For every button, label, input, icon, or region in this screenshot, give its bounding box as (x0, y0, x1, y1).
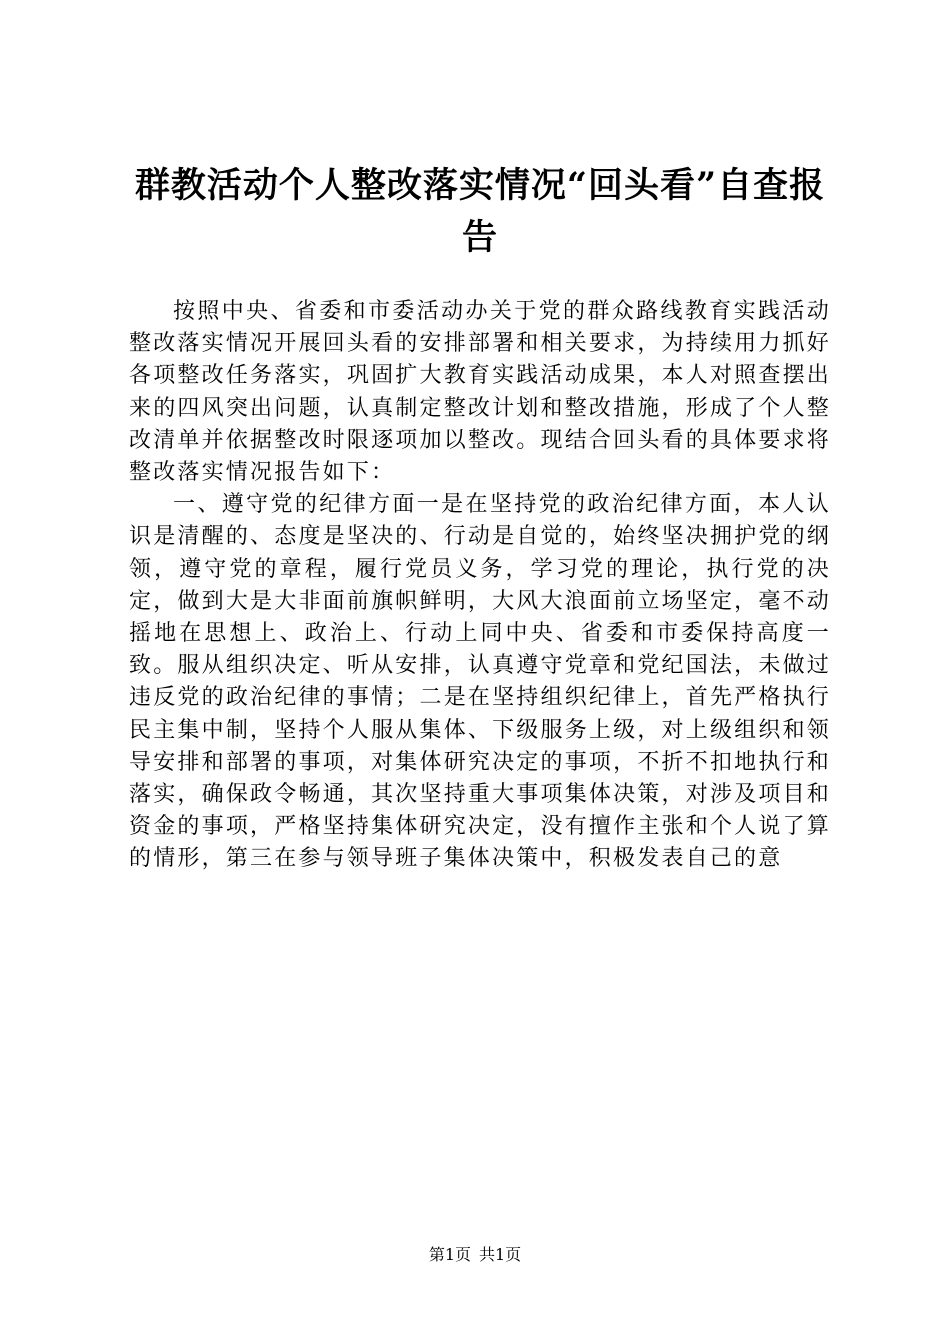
page-number-current: 第1页 (428, 1245, 471, 1264)
document-body (129, 296, 831, 876)
document-title: 群教活动个人整改落实情况“回头看”自查报告 (134, 165, 826, 258)
page-footer (0, 1244, 950, 1266)
paragraph: 按照中央、省委和市委活动办关于党的群众路线教育实践活动整改落实情况开展回头看的安排部署和相关要求，为持续用力抓好各项整改任务落实，巩固扩大教育实践活动成果，本人对照查摆出来的四风突出问题，认真制定整改计划和整改措施，形成了个人整改清单并依据整改时限逐项加以整改。现结合回头看的具体要求将整改落实情况报告如下： (129, 299, 831, 486)
paragraph: 一、遵守党的纪律方面一是在坚持党的政治纪律方面，本人认识是清醒的、态度是坚决的、行动是自觉的，始终坚决拥护党的纲领，遵守党的章程，履行党员义务，学习党的理论，执行党的决定，做到大是大非面前旗帜鲜明，大风大浪面前立场坚定，毫不动摇地在思想上、政治上、行动上同中央、省委和市委保持高度一致。服从组织决定、听从安排，认真遵守党章和党纪国法，未做过违反党的政治纪律的事情；二是在坚持组织纪律上，首先严格执行民主集中制，坚持个人服从集体、下级服务上级，对上级组织和领导安排和部署的事项，对集体研究决定的事项，不折不扣地执行和落实，确保政令畅通，其次坚持重大事项集体决策，对涉及项目和资金的事项，严格坚持集体研究决定，没有擅作主张和个人说了算的情形，第三在参与领导班子集体决策中，积极发表自己的意 (129, 492, 831, 872)
page-number-total: 共1页 (479, 1245, 522, 1264)
